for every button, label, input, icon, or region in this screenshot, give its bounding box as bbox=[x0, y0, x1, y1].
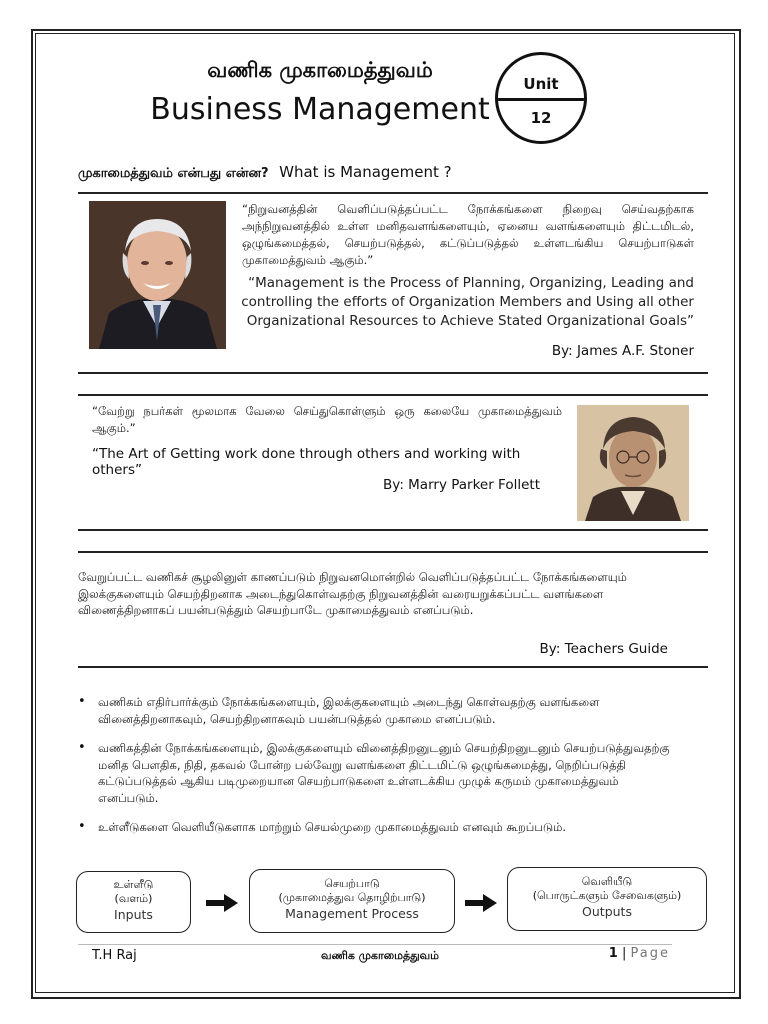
bullet-text: வணிகத்தின் நோக்கங்களையும், இலக்குகளையும் வினைத்திறனுடனும் செயற்திறனுடனும் செயற்படுத்துவதற்கு மனித பௌதிக, நிதி, தகவல் போன்ற பல்வேறு வளங்களை திட்டமிட்டு ஒழுங்கமைத்து, நெறிப்படுத்தி கட்டுப்படுத்தல் ஆகிய படிமுறையான செயற்பாடுகளை உள்ளடக்கிய முழுக் கருமம் முகாமைத்துவம் எனப்படும். bbox=[98, 741, 670, 805]
page-separator: | bbox=[621, 946, 627, 961]
unit-badge bbox=[495, 52, 587, 144]
footer-author: T.H Raj bbox=[92, 948, 137, 963]
flow-arrow-icon bbox=[206, 894, 238, 916]
page-number: 1 bbox=[608, 946, 618, 961]
flow-output-tamil-sub: (பொருட்களும் சேவைகளும்) bbox=[532, 889, 682, 902]
title-english: Business Management bbox=[150, 92, 490, 127]
definition-author: By: Teachers Guide bbox=[539, 641, 668, 657]
quote2-tamil: “வேற்று நபர்கள் மூலமாக வேலை செய்துகொள்ளும் ஒரு கலையே முகாமைத்துவம் ஆகும்.” bbox=[92, 404, 562, 435]
section-question bbox=[78, 163, 452, 182]
flow-input-tamil: உள்ளீடு bbox=[113, 878, 154, 891]
bullet-item bbox=[78, 694, 678, 727]
flow-arrow-icon bbox=[465, 894, 497, 916]
portrait-follett bbox=[577, 405, 689, 521]
quote1-english: “Management is the Process of Planning, Organizing, Leading and controlling the efforts of Organization Members and Using all other Organizational Resources to Achieve Stated Organizational Goals” bbox=[241, 275, 694, 329]
flow-process-tamil: செயற்பாடு bbox=[324, 877, 380, 890]
quote2-english: “The Art of Getting work done through others and working with others” bbox=[92, 446, 521, 478]
footer-page bbox=[560, 946, 670, 961]
question-tamil: முகாமைத்துவம் என்பது என்ன? bbox=[78, 166, 269, 181]
bullet-item bbox=[78, 740, 678, 806]
title-tamil: வணிக முகாமைத்துவம் bbox=[207, 58, 433, 82]
divider-line bbox=[78, 372, 708, 374]
bullet-dot-icon: • bbox=[78, 740, 86, 755]
unit-number: 12 bbox=[530, 109, 552, 127]
bullet-text: உள்ளீடுகளை வெளியீடுகளாக மாற்றும் செயல்முறை முகாமைத்துவம் எனவும் கூறப்படும். bbox=[98, 820, 567, 834]
unit-label: Unit bbox=[523, 75, 559, 93]
definition-tamil: வேறுப்பட்ட வணிகச் சூழலினுள் காணப்படும் நிறுவனமொன்றில் வெளிப்படுத்தப்பட்ட நோக்கங்களையும் இலக்குகளையும் செயற்திறனாக அடைந்துகொள்வதற்கு நிறுவனத்தின் வரையறுக்கப்பட்ட வளங்களை விணைத்திறனாகப் பயன்படுத்தும் செயற்பாடே முகாமைத்துவம் எனப்படும். bbox=[78, 570, 627, 617]
divider-line bbox=[78, 394, 708, 396]
quote1-tamil: “நிறுவனத்தின் வெளிப்படுத்தப்பட்ட நோக்கங்களை நிறைவு செய்வதற்காக அந்நிறுவனத்தில் உள்ள மனிதவளங்களையும், ஏனைய வளங்களையும் திட்டமிடல், ஒழுங்கமைத்தல், செயற்படுத்தல், கட்டுப்படுத்தல் உள்ளடங்கிய செயற்பாடுகள் முகாமைத்துவம் ஆகும்.” bbox=[242, 202, 694, 267]
bullet-list bbox=[78, 694, 678, 849]
question-english: What is Management ? bbox=[279, 163, 452, 181]
quote1-author: By: James A.F. Stoner bbox=[551, 343, 694, 359]
footer-title: வணிக முகாமைத்துவம் bbox=[320, 949, 440, 962]
bullet-text: வணிகம் எதிர்பார்க்கும் நோக்கங்களையும், இலக்குகளையும் அடைந்து கொள்வதற்கு வளங்களை வினைத்திறனாகவும், செயற்திறனாகவும் பயன்படுத்தல் முகாமை எனப்படும். bbox=[98, 695, 600, 726]
flow-box-process bbox=[249, 869, 455, 933]
bullet-dot-icon: • bbox=[78, 819, 86, 834]
divider-line bbox=[78, 666, 708, 668]
portrait-stoner bbox=[89, 201, 226, 349]
flow-input-english: Inputs bbox=[114, 907, 153, 922]
flow-process-tamil-sub: (முகாமைத்துவ தொழிற்பாடு) bbox=[278, 891, 426, 904]
bullet-item bbox=[78, 819, 678, 836]
flow-output-tamil: வெளியீடு bbox=[581, 875, 633, 888]
bullet-dot-icon: • bbox=[78, 694, 86, 709]
quote2-author: By: Marry Parker Follett bbox=[383, 477, 540, 493]
flow-process-english: Management Process bbox=[285, 906, 419, 921]
unit-divider bbox=[498, 98, 584, 101]
flow-box-inputs bbox=[76, 871, 191, 933]
divider-line bbox=[78, 551, 708, 553]
divider-line bbox=[78, 192, 708, 194]
page-word: Page bbox=[630, 946, 670, 961]
flow-box-outputs bbox=[507, 867, 707, 931]
footer-divider bbox=[78, 944, 672, 945]
flow-output-english: Outputs bbox=[582, 904, 632, 919]
flow-input-tamil-sub: (வளம்) bbox=[114, 892, 153, 905]
divider-line bbox=[78, 529, 708, 531]
